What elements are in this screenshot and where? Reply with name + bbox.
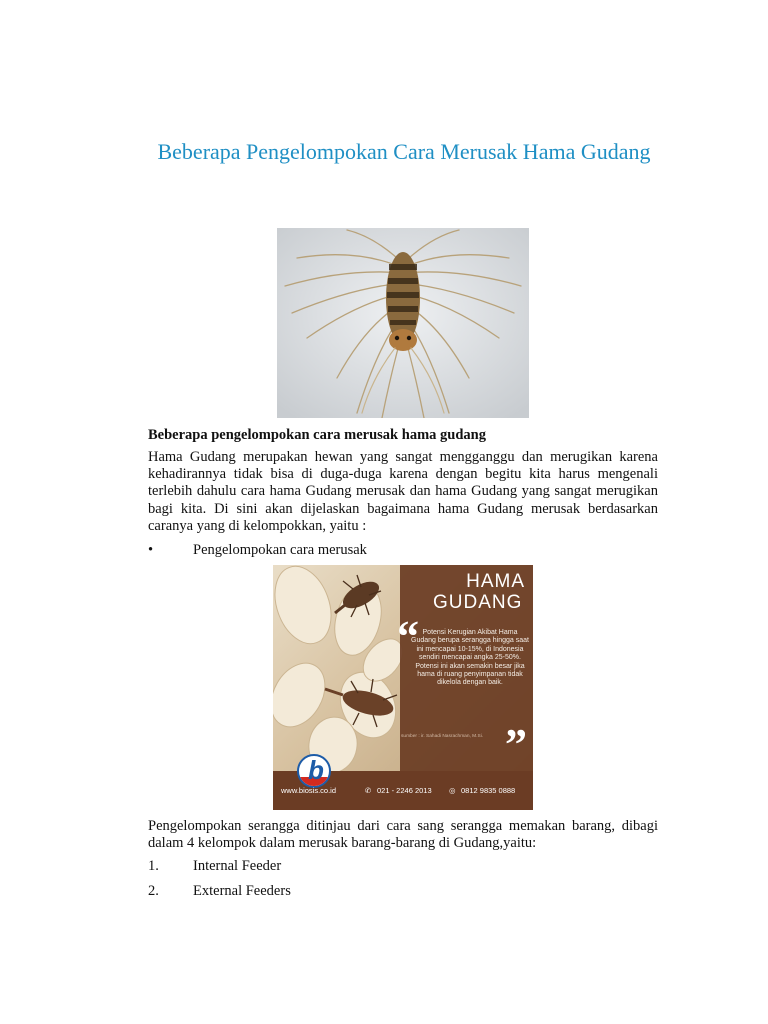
graphic-source: sumber : ir. Sahadi Nasrachman, M.Si. — [401, 734, 484, 739]
biosis-logo-icon — [297, 754, 331, 788]
graphic-title-line-1: HAMA — [466, 571, 525, 592]
close-quote-icon: ” — [505, 720, 527, 769]
whatsapp-text: 0812 9835 0888 — [461, 786, 516, 795]
grouping-paragraph: Pengelompokan serangga ditinjau dari cara sang serangga memakan barang, dibagi dalam 4 kelompok dalam merusak barang-barang di Gudang,yaitu: — [148, 818, 658, 852]
centipede-photo — [277, 228, 529, 418]
phone-text: 021 - 2246 2013 — [377, 786, 432, 795]
list-text: Internal Feeder — [193, 858, 282, 874]
list-marker: 2. — [148, 883, 159, 899]
open-quote-icon: “ — [397, 612, 419, 661]
graphic-title-line-2: GUDANG — [433, 592, 523, 613]
intro-paragraph: Hama Gudang merupakan hewan yang sangat mengganggu dan merugikan karena kehadirannya tidak bisa di duga-duga karena dengan begitu kita harus mengenali terlebih dahulu cara hama Gudang merusak dan hama Gudang yang sangat merugikan bagi kita. Di sini akan dijelaskan bagaimana hama Gudang merusak berdasarkan caranya yang di kelompokkan, yaitu : — [148, 449, 658, 534]
phone-icon: ✆ — [365, 786, 372, 795]
list-marker: 1. — [148, 858, 159, 874]
centipede-illustration — [277, 228, 529, 418]
graphic-title — [433, 571, 533, 613]
logo-letter: b — [308, 755, 324, 785]
whatsapp-icon: ◎ — [449, 786, 456, 795]
list-item — [148, 857, 658, 875]
list-item — [148, 882, 658, 900]
section-subheading: Beberapa pengelompokan cara merusak hama gudang — [148, 427, 486, 443]
bullet-item — [148, 541, 658, 559]
list-text: External Feeders — [193, 883, 291, 899]
weevil-graphic — [273, 565, 533, 810]
website-text: www.biosis.co.id — [281, 786, 337, 795]
document-title: Beberapa Pengelompokan Cara Merusak Hama Gudang — [157, 139, 651, 164]
graphic-body: Potensi Kerugian Akibat Hama Gudang berupa serangga hingga saat ini mencapai 10-15%, di Indonesia sendiri mencapai angka 25-50%. Potensi ini akan semakin besar jika hama di ruang penyimpanan tidak dikelola dengan baik. — [411, 629, 529, 687]
bullet-text: Pengelompokan cara merusak — [193, 542, 367, 558]
bullet-marker: • — [148, 542, 154, 558]
